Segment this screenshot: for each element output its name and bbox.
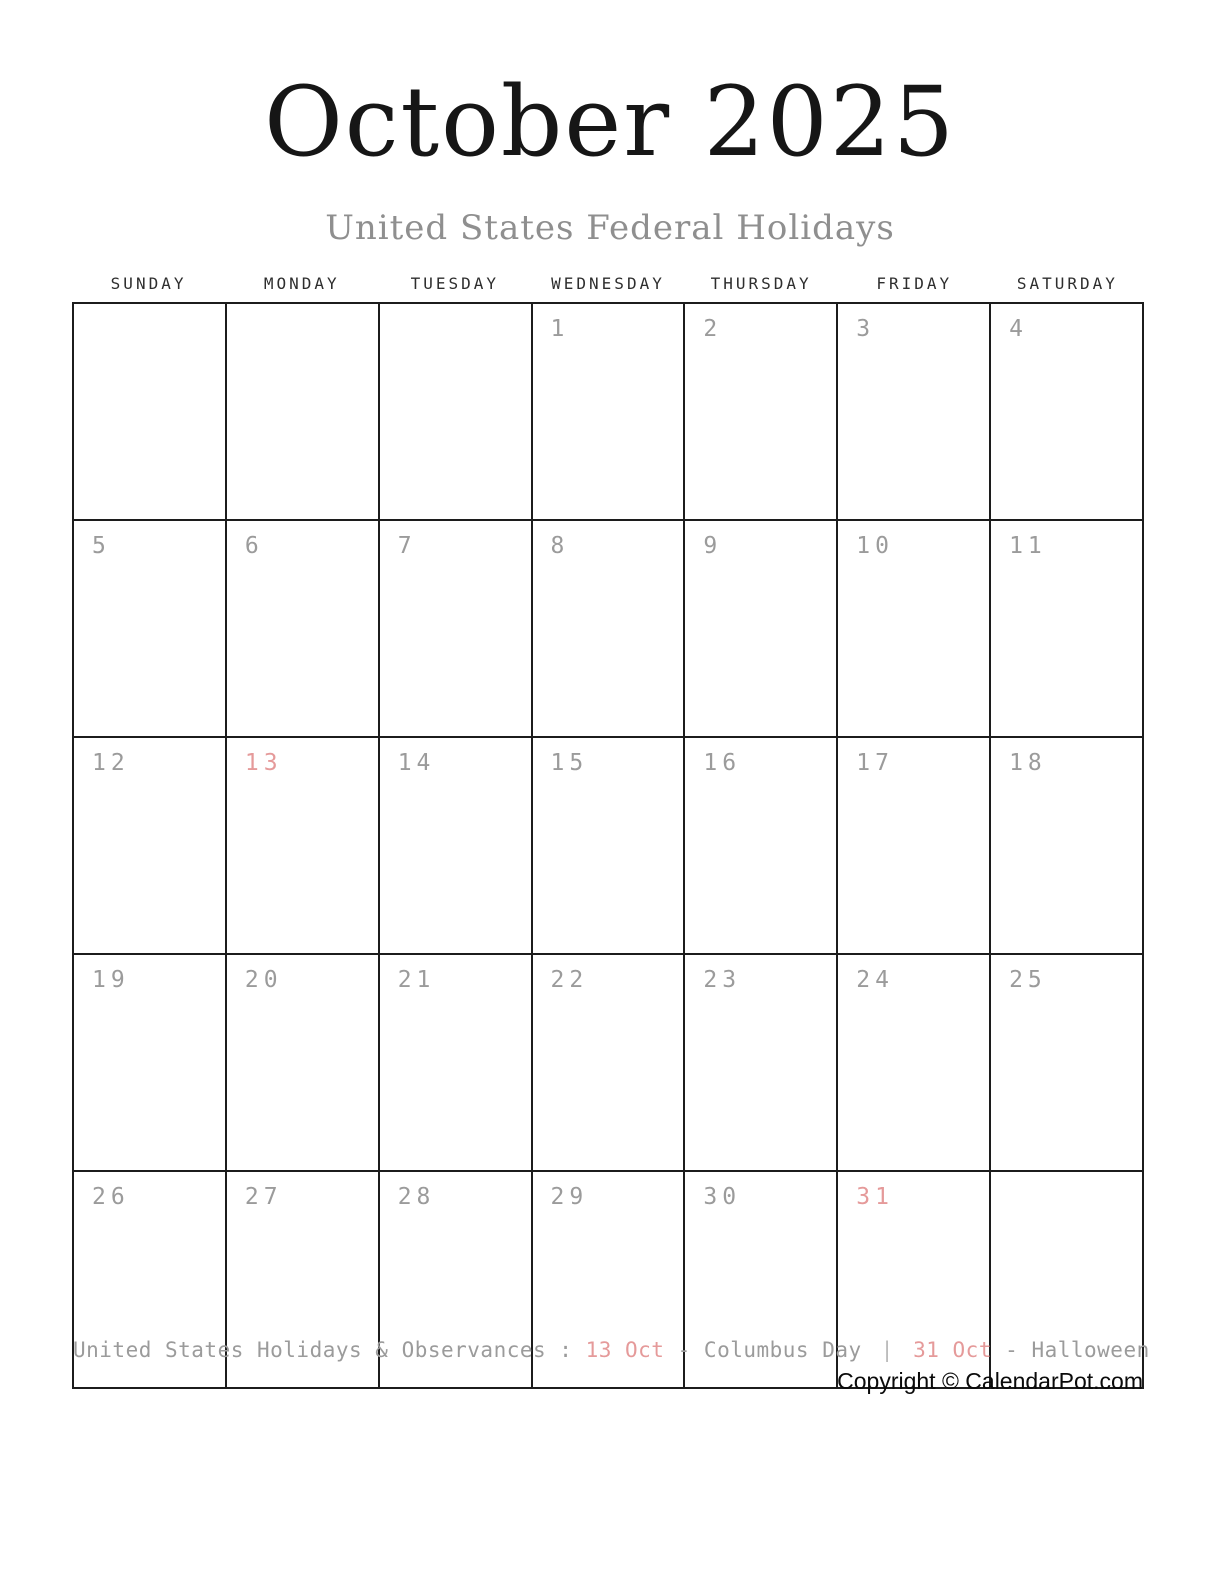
day-cell <box>990 954 1143 1171</box>
day-number: 4 <box>1009 316 1028 342</box>
day-number: 6 <box>244 533 264 559</box>
day-cell-columbus-day <box>226 737 379 954</box>
weekday-saturday: SATURDAY <box>1016 274 1118 293</box>
day-number: 29 <box>550 1184 589 1210</box>
day-cell <box>226 954 379 1171</box>
legend-holiday-name: Halloween <box>1031 1338 1150 1362</box>
legend-holiday-date: 13 Oct <box>585 1338 665 1362</box>
week-row <box>73 737 1143 954</box>
weekday-thursday: THURSDAY <box>710 274 812 293</box>
day-number: 9 <box>703 533 723 559</box>
day-cell <box>837 520 990 737</box>
day-number: 8 <box>550 533 570 559</box>
day-number: 28 <box>397 1184 436 1210</box>
day-number: 1 <box>550 316 570 342</box>
copyright-notice: Copyright © CalendarPot.com <box>837 1368 1143 1394</box>
day-number-holiday: 13 <box>244 750 283 776</box>
legend-holiday-name: Columbus Day <box>703 1338 862 1362</box>
day-number: 21 <box>397 967 436 993</box>
day-cell <box>684 954 837 1171</box>
day-number: 2 <box>703 316 723 342</box>
day-cell <box>73 520 226 737</box>
day-cell <box>990 520 1143 737</box>
calendar-grid <box>72 302 1144 1389</box>
day-number: 16 <box>703 750 742 776</box>
day-cell <box>226 520 379 737</box>
day-number-holiday: 31 <box>856 1184 894 1210</box>
day-cell <box>532 520 685 737</box>
weekday-tuesday: TUESDAY <box>410 274 500 293</box>
day-number: 24 <box>856 967 894 993</box>
day-number: 27 <box>244 1184 283 1210</box>
day-cell <box>837 737 990 954</box>
legend-prefix: United States Holidays & Observances : <box>73 1338 573 1362</box>
page-title: October 2025 <box>264 66 956 178</box>
weekday-wednesday: WEDNESDAY <box>551 274 665 293</box>
legend-separator: | <box>880 1338 894 1362</box>
holidays-legend <box>73 1338 1173 1362</box>
legend-dash: - <box>1005 1338 1019 1362</box>
legend-dash: - <box>677 1338 691 1362</box>
weekday-sunday: SUNDAY <box>110 274 187 293</box>
day-cell <box>990 737 1143 954</box>
day-cell <box>990 303 1143 520</box>
day-cell <box>837 303 990 520</box>
day-cell <box>73 954 226 1171</box>
day-cell <box>379 954 532 1171</box>
weekday-header-row <box>72 274 1144 293</box>
day-cell <box>684 520 837 737</box>
day-cell <box>684 737 837 954</box>
day-cell <box>379 303 532 520</box>
week-row <box>73 954 1143 1171</box>
day-number: 19 <box>92 967 130 993</box>
day-number: 15 <box>550 750 589 776</box>
week-row <box>73 520 1143 737</box>
day-cell <box>532 954 685 1171</box>
day-cell <box>532 737 685 954</box>
day-number: 20 <box>244 967 283 993</box>
weekday-monday: MONDAY <box>263 274 340 293</box>
day-number: 25 <box>1009 967 1047 993</box>
day-number: 23 <box>703 967 742 993</box>
day-number: 10 <box>856 533 894 559</box>
day-number: 5 <box>92 533 111 559</box>
day-number: 30 <box>703 1184 742 1210</box>
day-number: 12 <box>92 750 130 776</box>
day-number: 22 <box>550 967 589 993</box>
page-subtitle: United States Federal Holidays <box>325 208 895 248</box>
day-number: 17 <box>856 750 894 776</box>
day-cell <box>837 954 990 1171</box>
day-cell <box>379 737 532 954</box>
day-number: 14 <box>397 750 436 776</box>
day-number: 26 <box>92 1184 130 1210</box>
day-cell <box>684 303 837 520</box>
day-number: 7 <box>397 533 417 559</box>
weekday-friday: FRIDAY <box>876 274 953 293</box>
day-number: 3 <box>856 316 876 342</box>
day-number: 11 <box>1009 533 1047 559</box>
day-cell <box>226 303 379 520</box>
week-row <box>73 303 1143 520</box>
day-cell <box>73 737 226 954</box>
day-number: 18 <box>1009 750 1047 776</box>
day-cell <box>379 520 532 737</box>
day-cell <box>73 303 226 520</box>
day-cell <box>532 303 685 520</box>
legend-holiday-date: 31 Oct <box>913 1338 992 1362</box>
